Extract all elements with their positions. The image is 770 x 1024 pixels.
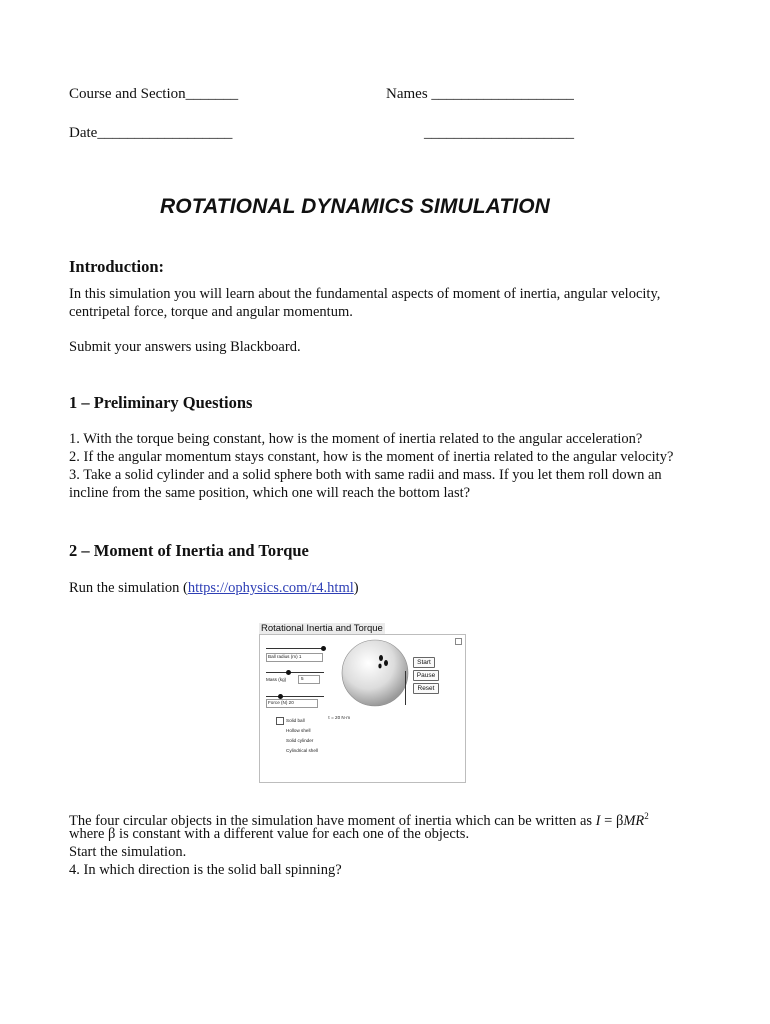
section2-heading: 2 – Moment of Inertia and Torque <box>69 541 309 560</box>
mass-slider-knob[interactable] <box>286 670 291 675</box>
formula-I: I <box>595 812 601 829</box>
intro-text-line2: centripetal force, torque and angular momentum. <box>69 304 353 320</box>
simulation-title: Rotational Inertia and Torque <box>261 623 383 634</box>
introduction-heading: Introduction: <box>69 257 165 276</box>
mass-slider-track[interactable] <box>266 672 324 673</box>
radius-slider-label: Ball radius (m) 1 <box>268 654 302 659</box>
simulation-link[interactable]: https://ophysics.com/r4.html <box>187 580 354 596</box>
names-field: Names ___________________ <box>386 86 574 102</box>
question-3-line1: 3. Take a solid cylinder and a solid sphere both with same radii and mass. If you let them roll down an <box>69 467 662 483</box>
inertia-text-prefix: The four circular objects in the simulation have moment of inertia which can be written as <box>69 812 596 829</box>
option-2[interactable]: Hollow shell <box>286 728 311 733</box>
option-1: Solid ball <box>286 718 305 723</box>
names-field-line2: ____________________ <box>424 125 574 141</box>
beta-constant-text: where β is constant with a different value for each one of the objects. <box>69 826 470 842</box>
radius-slider-knob[interactable] <box>321 646 326 651</box>
option-3[interactable]: Solid cylinder <box>286 738 314 743</box>
start-button[interactable]: Start <box>413 657 435 668</box>
force-slider-track[interactable] <box>266 696 324 697</box>
fullscreen-icon[interactable] <box>455 638 462 645</box>
run-prefix: Run the simulation ( <box>69 580 188 596</box>
date-field: Date__________________ <box>69 125 233 141</box>
string-line <box>405 671 406 705</box>
simulation-screenshot <box>259 623 466 783</box>
question-3-line2: incline from the same position, which one will reach the bottom last? <box>69 485 471 501</box>
force-slider-label: Force (N) 20 <box>268 700 294 705</box>
mass-value: 5 <box>301 676 304 681</box>
mass-slider-label: Mass (kg) <box>266 677 287 682</box>
torque-readout: τ = 20 N·m <box>328 715 351 720</box>
run-suffix: ) <box>353 580 359 596</box>
submit-instruction: Submit your answers using Blackboard. <box>69 339 301 355</box>
formula-MR: MR <box>623 812 645 829</box>
pause-button[interactable]: Pause <box>413 670 439 681</box>
reset-button[interactable]: Reset <box>413 683 439 694</box>
question-4: 4. In which direction is the solid ball spinning? <box>69 862 342 878</box>
radius-slider-track[interactable] <box>266 648 324 649</box>
section1-heading: 1 – Preliminary Questions <box>69 393 253 412</box>
course-section-field: Course and Section_______ <box>69 86 239 102</box>
question-1: 1. With the torque being constant, how is the moment of inertia related to the angular acceleration? <box>69 431 643 447</box>
solid-ball-graphic <box>340 638 410 708</box>
option-checkbox-1[interactable] <box>276 717 284 725</box>
simulation-frame <box>259 634 466 783</box>
start-simulation-text: Start the simulation. <box>69 844 187 860</box>
question-2: 2. If the angular momentum stays constant, how is the moment of inertia related to the angular velocity? <box>69 449 674 465</box>
option-4[interactable]: Cylindrical shell <box>286 748 318 753</box>
formula-exponent: 2 <box>644 811 649 821</box>
run-simulation-text <box>69 579 359 597</box>
page-title: ROTATIONAL DYNAMICS SIMULATION <box>160 195 550 218</box>
formula-equals-beta: = β <box>600 812 624 829</box>
intro-text-line1: In this simulation you will learn about the fundamental aspects of moment of inertia, angular velocity, <box>69 286 661 302</box>
